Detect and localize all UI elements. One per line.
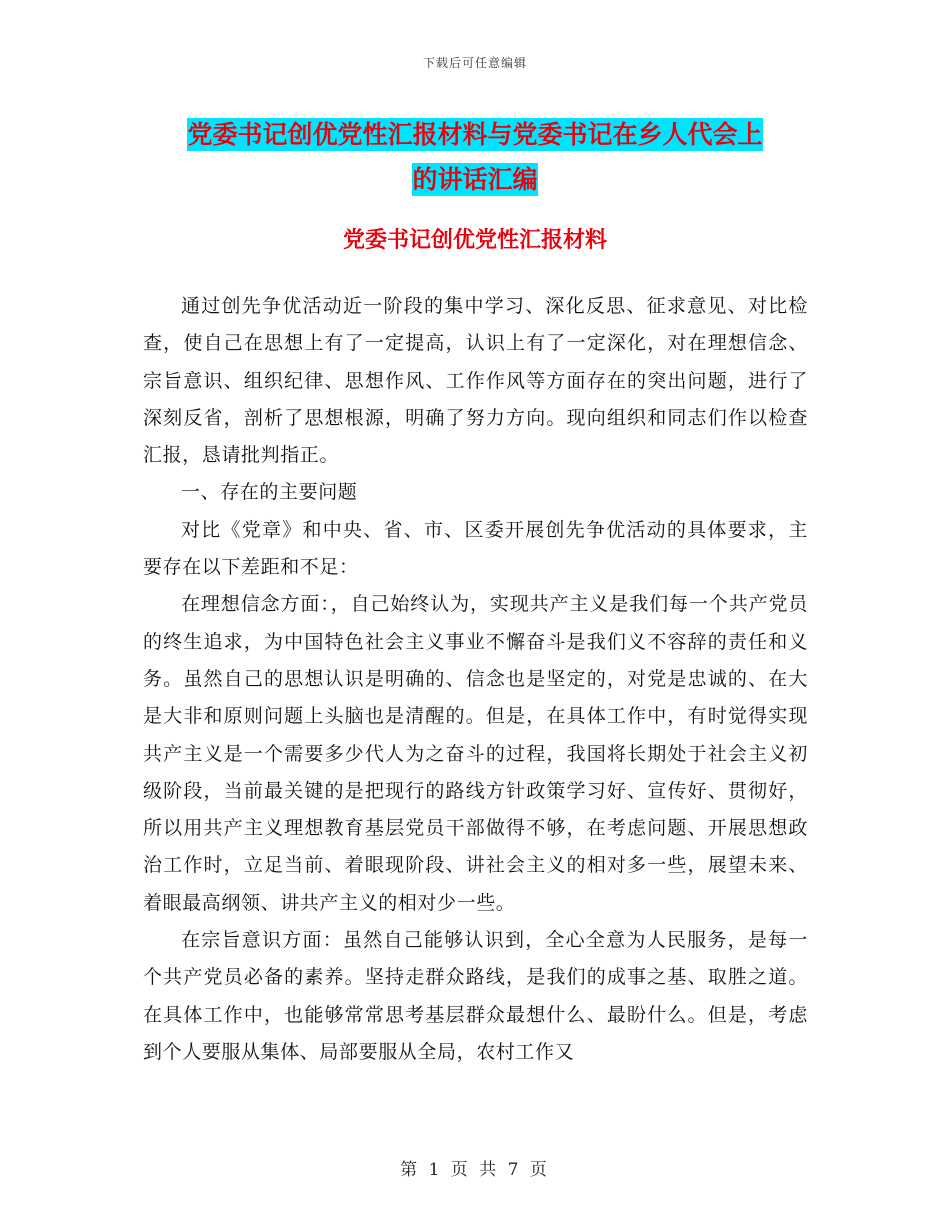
paragraph-comparison: 对比《党章》和中央、省、市、区委开展创先争优活动的具体要求，主要存在以下差距和不足： — [143, 518, 808, 579]
document-title — [140, 112, 810, 202]
page-footer: 第 1 页 共 7 页 — [400, 1160, 550, 1180]
document-body — [143, 288, 808, 1071]
paragraph-heading-problems: 一、存在的主要问题 — [181, 481, 358, 504]
document-title-line-1: 党委书记创优党性汇报材料与党委书记在乡人代会上 — [187, 120, 763, 149]
page-header-note: 下载后可任意编辑 — [422, 56, 527, 70]
document-title-line-2: 的讲话汇编 — [412, 165, 538, 194]
section-title: 党委书记创优党性汇报材料 — [342, 227, 607, 253]
paragraph-purpose: 在宗旨意识方面：虽然自己能够认识到，全心全意为人民服务，是每一个共产党员必备的素养。坚持走群众路线，是我们的成事之基、取胜之道。在具体工作中，也能够常常思考基层群众最想什么、最盼什么。但是，考虑到个人要服从集体、局部要服从全局，农村工作又 — [143, 929, 808, 1063]
paragraph-ideals: 在理想信念方面：，自己始终认为，实现共产主义是我们每一个共产党员的终生追求，为中国特色社会主义事业不懈奋斗是我们义不容辞的责任和义务。虽然自己的思想认识是明确的、信念也是坚定的，对党是忠诚的、在大是大非和原则问题上头脑也是清醒的。但是，在具体工作中，有时觉得实现共产主义是一个需要多少代人为之奋斗的过程，我国将长期处于社会主义初级阶段，当前最关键的是把现行的路线方针政策学习好、宣传好、贯彻好，所以用共产主义理想教育基层党员干部做得不够，在考虑问题、开展思想政治工作时，立足当前、着眼现阶段、讲社会主义的相对多一些，展望未来、着眼最高纲领、讲共产主义的相对少一些。 — [143, 593, 808, 914]
paragraph-intro: 通过创先争优活动近一阶段的集中学习、深化反思、征求意见、对比检查，使自己在思想上有了一定提高，认识上有了一定深化，对在理想信念、宗旨意识、组织纪律、思想作风、工作作风等方面存在的突出问题，进行了深刻反省，剖析了思想根源，明确了努力方向。现向组织和同志们作以检查汇报，恳请批判指正。 — [143, 295, 808, 467]
